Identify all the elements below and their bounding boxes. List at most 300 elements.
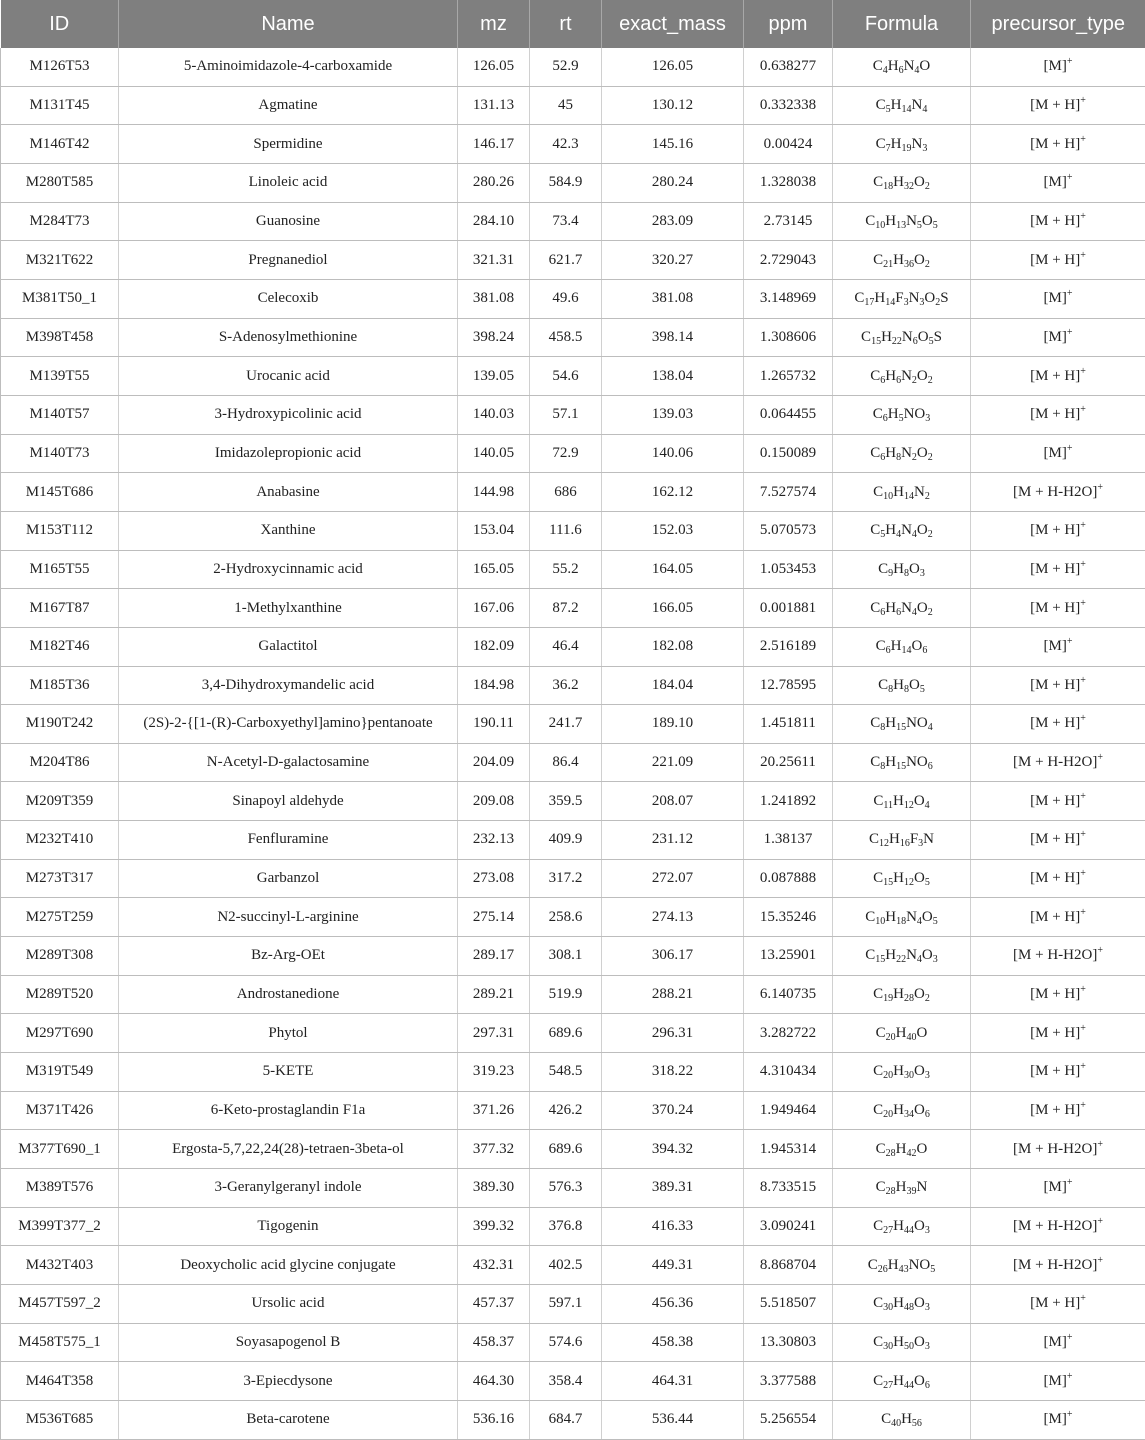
- cell-precursor-type: [M + H]+: [971, 859, 1145, 898]
- cell-mz: 209.08: [458, 782, 530, 821]
- table-row: [1, 937, 1145, 976]
- cell-name: Spermidine: [119, 125, 458, 164]
- cell-formula: $C_{27}H_{44}O_3$: [833, 1207, 971, 1246]
- cell-exact-mass: 456.36: [602, 1285, 744, 1324]
- cell-precursor-type: [M + H]+: [971, 666, 1145, 705]
- table-row: [1, 1362, 1145, 1401]
- cell-id: M457T597_2: [1, 1285, 119, 1324]
- header-ppm: ppm: [744, 0, 833, 48]
- table-row: [1, 202, 1145, 241]
- cell-formula: $C_{20}H_{34}O_6$: [833, 1091, 971, 1130]
- table-row: [1, 48, 1145, 86]
- cell-formula: $C_6H_{14}O_6$: [833, 627, 971, 666]
- cell-precursor-type: [M]+: [971, 627, 1145, 666]
- cell-ppm: 5.070573: [744, 511, 833, 550]
- cell-mz: 297.31: [458, 1014, 530, 1053]
- cell-formula: $C_{26}H_{43}NO_5$: [833, 1246, 971, 1285]
- cell-exact-mass: 166.05: [602, 589, 744, 628]
- cell-exact-mass: 283.09: [602, 202, 744, 241]
- cell-formula: $C_{10}H_{13}N_5O_5$: [833, 202, 971, 241]
- cell-exact-mass: 416.33: [602, 1207, 744, 1246]
- cell-exact-mass: 138.04: [602, 357, 744, 396]
- cell-formula: $C_{12}H_{16}F_3N$: [833, 821, 971, 860]
- cell-formula: $C_{28}H_{39}N$: [833, 1169, 971, 1208]
- cell-formula: $C_{10}H_{18}N_4O_5$: [833, 898, 971, 937]
- cell-exact-mass: 398.14: [602, 318, 744, 357]
- cell-formula: $C_8H_8O_5$: [833, 666, 971, 705]
- cell-mz: 371.26: [458, 1091, 530, 1130]
- cell-rt: 55.2: [530, 550, 602, 589]
- cell-id: M289T520: [1, 975, 119, 1014]
- cell-ppm: 1.328038: [744, 163, 833, 202]
- cell-rt: 458.5: [530, 318, 602, 357]
- cell-name: N2-succinyl-L-arginine: [119, 898, 458, 937]
- cell-formula: $C_{10}H_{14}N_2$: [833, 473, 971, 512]
- cell-exact-mass: 536.44: [602, 1400, 744, 1439]
- cell-mz: 182.09: [458, 627, 530, 666]
- cell-formula: $C_{17}H_{14}F_3N_3O_2S$: [833, 279, 971, 318]
- table-body: [1, 48, 1145, 1439]
- cell-mz: 319.23: [458, 1053, 530, 1092]
- cell-id: M371T426: [1, 1091, 119, 1130]
- cell-formula: $C_{27}H_{44}O_6$: [833, 1362, 971, 1401]
- cell-mz: 144.98: [458, 473, 530, 512]
- cell-name: Deoxycholic acid glycine conjugate: [119, 1246, 458, 1285]
- cell-exact-mass: 139.03: [602, 395, 744, 434]
- header-rt: rt: [530, 0, 602, 48]
- cell-ppm: 0.332338: [744, 86, 833, 125]
- cell-name: 5-Aminoimidazole-4-carboxamide: [119, 48, 458, 86]
- cell-mz: 377.32: [458, 1130, 530, 1169]
- cell-name: Guanosine: [119, 202, 458, 241]
- cell-ppm: 1.265732: [744, 357, 833, 396]
- cell-formula: $C_{15}H_{22}N_6O_5S$: [833, 318, 971, 357]
- table-row: [1, 1285, 1145, 1324]
- cell-precursor-type: [M + H]+: [971, 589, 1145, 628]
- cell-precursor-type: [M]+: [971, 163, 1145, 202]
- cell-ppm: 15.35246: [744, 898, 833, 937]
- cell-name: S-Adenosylmethionine: [119, 318, 458, 357]
- cell-rt: 376.8: [530, 1207, 602, 1246]
- cell-precursor-type: [M + H]+: [971, 975, 1145, 1014]
- cell-rt: 52.9: [530, 48, 602, 86]
- cell-id: M381T50_1: [1, 279, 119, 318]
- cell-mz: 457.37: [458, 1285, 530, 1324]
- cell-name: Pregnanediol: [119, 241, 458, 280]
- cell-id: M139T55: [1, 357, 119, 396]
- cell-exact-mass: 272.07: [602, 859, 744, 898]
- table-row: [1, 589, 1145, 628]
- cell-precursor-type: [M + H]+: [971, 898, 1145, 937]
- cell-mz: 399.32: [458, 1207, 530, 1246]
- cell-precursor-type: [M + H]+: [971, 241, 1145, 280]
- cell-id: M204T86: [1, 743, 119, 782]
- cell-name: Agmatine: [119, 86, 458, 125]
- header-formula: Formula: [833, 0, 971, 48]
- cell-formula: $C_8H_{15}NO_4$: [833, 705, 971, 744]
- cell-rt: 73.4: [530, 202, 602, 241]
- cell-rt: 49.6: [530, 279, 602, 318]
- cell-id: M131T45: [1, 86, 119, 125]
- cell-exact-mass: 458.38: [602, 1323, 744, 1362]
- cell-ppm: 0.150089: [744, 434, 833, 473]
- cell-id: M464T358: [1, 1362, 119, 1401]
- table-row: [1, 86, 1145, 125]
- cell-name: 1-Methylxanthine: [119, 589, 458, 628]
- cell-exact-mass: 464.31: [602, 1362, 744, 1401]
- cell-formula: $C_7H_{19}N_3$: [833, 125, 971, 164]
- cell-exact-mass: 145.16: [602, 125, 744, 164]
- table-row: [1, 782, 1145, 821]
- cell-exact-mass: 162.12: [602, 473, 744, 512]
- cell-name: Galactitol: [119, 627, 458, 666]
- cell-ppm: 0.638277: [744, 48, 833, 86]
- cell-name: 3-Geranylgeranyl indole: [119, 1169, 458, 1208]
- cell-formula: $C_{28}H_{42}O$: [833, 1130, 971, 1169]
- cell-ppm: 3.148969: [744, 279, 833, 318]
- cell-name: Linoleic acid: [119, 163, 458, 202]
- cell-mz: 140.05: [458, 434, 530, 473]
- cell-name: Fenfluramine: [119, 821, 458, 860]
- cell-exact-mass: 280.24: [602, 163, 744, 202]
- cell-formula: $C_{30}H_{48}O_3$: [833, 1285, 971, 1324]
- cell-formula: $C_{40}H_{56}$: [833, 1400, 971, 1439]
- cell-name: Androstanedione: [119, 975, 458, 1014]
- cell-rt: 45: [530, 86, 602, 125]
- table-row: [1, 1169, 1145, 1208]
- cell-mz: 146.17: [458, 125, 530, 164]
- cell-rt: 597.1: [530, 1285, 602, 1324]
- cell-mz: 275.14: [458, 898, 530, 937]
- cell-mz: 126.05: [458, 48, 530, 86]
- cell-name: Imidazolepropionic acid: [119, 434, 458, 473]
- cell-exact-mass: 296.31: [602, 1014, 744, 1053]
- table-row: [1, 859, 1145, 898]
- cell-precursor-type: [M + H]+: [971, 550, 1145, 589]
- header-name: Name: [119, 0, 458, 48]
- cell-ppm: 0.001881: [744, 589, 833, 628]
- cell-id: M140T57: [1, 395, 119, 434]
- cell-rt: 684.7: [530, 1400, 602, 1439]
- table-row: [1, 241, 1145, 280]
- table-row: [1, 1014, 1145, 1053]
- cell-ppm: 3.377588: [744, 1362, 833, 1401]
- cell-mz: 153.04: [458, 511, 530, 550]
- cell-precursor-type: [M]+: [971, 279, 1145, 318]
- table-row: [1, 395, 1145, 434]
- table-row: [1, 163, 1145, 202]
- cell-ppm: 3.282722: [744, 1014, 833, 1053]
- cell-exact-mass: 152.03: [602, 511, 744, 550]
- cell-formula: $C_{15}H_{12}O_5$: [833, 859, 971, 898]
- cell-ppm: 0.087888: [744, 859, 833, 898]
- cell-exact-mass: 389.31: [602, 1169, 744, 1208]
- cell-rt: 426.2: [530, 1091, 602, 1130]
- cell-name: Ergosta-5,7,22,24(28)-tetraen-3beta-ol: [119, 1130, 458, 1169]
- cell-ppm: 1.241892: [744, 782, 833, 821]
- cell-rt: 548.5: [530, 1053, 602, 1092]
- cell-precursor-type: [M + H]+: [971, 1053, 1145, 1092]
- cell-rt: 46.4: [530, 627, 602, 666]
- cell-precursor-type: [M]+: [971, 1362, 1145, 1401]
- cell-id: M389T576: [1, 1169, 119, 1208]
- cell-mz: 204.09: [458, 743, 530, 782]
- cell-formula: $C_4H_6N_4O$: [833, 48, 971, 86]
- header-mz: mz: [458, 0, 530, 48]
- cell-mz: 232.13: [458, 821, 530, 860]
- cell-ppm: 13.30803: [744, 1323, 833, 1362]
- cell-formula: $C_5H_4N_4O_2$: [833, 511, 971, 550]
- cell-rt: 57.1: [530, 395, 602, 434]
- cell-ppm: 1.053453: [744, 550, 833, 589]
- cell-id: M321T622: [1, 241, 119, 280]
- cell-exact-mass: 140.06: [602, 434, 744, 473]
- cell-precursor-type: [M + H]+: [971, 1014, 1145, 1053]
- cell-name: N-Acetyl-D-galactosamine: [119, 743, 458, 782]
- cell-name: 6-Keto-prostaglandin F1a: [119, 1091, 458, 1130]
- cell-exact-mass: 221.09: [602, 743, 744, 782]
- cell-rt: 308.1: [530, 937, 602, 976]
- cell-exact-mass: 381.08: [602, 279, 744, 318]
- cell-precursor-type: [M + H]+: [971, 1091, 1145, 1130]
- cell-id: M209T359: [1, 782, 119, 821]
- cell-formula: $C_{21}H_{36}O_2$: [833, 241, 971, 280]
- cell-precursor-type: [M + H]+: [971, 1285, 1145, 1324]
- cell-rt: 402.5: [530, 1246, 602, 1285]
- cell-mz: 536.16: [458, 1400, 530, 1439]
- cell-precursor-type: [M + H]+: [971, 782, 1145, 821]
- cell-precursor-type: [M + H]+: [971, 125, 1145, 164]
- cell-rt: 621.7: [530, 241, 602, 280]
- cell-exact-mass: 231.12: [602, 821, 744, 860]
- cell-id: M399T377_2: [1, 1207, 119, 1246]
- cell-id: M284T73: [1, 202, 119, 241]
- cell-rt: 86.4: [530, 743, 602, 782]
- cell-id: M273T317: [1, 859, 119, 898]
- header-precursor-type: precursor_type: [971, 0, 1145, 48]
- cell-name: Anabasine: [119, 473, 458, 512]
- cell-rt: 317.2: [530, 859, 602, 898]
- cell-name: 2-Hydroxycinnamic acid: [119, 550, 458, 589]
- cell-precursor-type: [M]+: [971, 1169, 1145, 1208]
- table-row: [1, 666, 1145, 705]
- table-row: [1, 705, 1145, 744]
- cell-exact-mass: 189.10: [602, 705, 744, 744]
- cell-precursor-type: [M]+: [971, 48, 1145, 86]
- cell-exact-mass: 126.05: [602, 48, 744, 86]
- cell-ppm: 7.527574: [744, 473, 833, 512]
- cell-ppm: 6.140735: [744, 975, 833, 1014]
- table-row: [1, 743, 1145, 782]
- table-row: [1, 550, 1145, 589]
- cell-precursor-type: [M]+: [971, 1323, 1145, 1362]
- cell-id: M140T73: [1, 434, 119, 473]
- cell-ppm: 1.38137: [744, 821, 833, 860]
- cell-name: (2S)-2-{[1-(R)-Carboxyethyl]amino}pentanoate: [119, 705, 458, 744]
- cell-mz: 131.13: [458, 86, 530, 125]
- cell-id: M398T458: [1, 318, 119, 357]
- cell-id: M165T55: [1, 550, 119, 589]
- cell-formula: $C_8H_{15}NO_6$: [833, 743, 971, 782]
- cell-precursor-type: [M + H-H2O]+: [971, 1130, 1145, 1169]
- cell-precursor-type: [M + H]+: [971, 395, 1145, 434]
- cell-exact-mass: 184.04: [602, 666, 744, 705]
- cell-ppm: 2.516189: [744, 627, 833, 666]
- cell-ppm: 13.25901: [744, 937, 833, 976]
- cell-ppm: 0.00424: [744, 125, 833, 164]
- cell-mz: 184.98: [458, 666, 530, 705]
- cell-formula: $C_{15}H_{22}N_4O_3$: [833, 937, 971, 976]
- cell-id: M319T549: [1, 1053, 119, 1092]
- cell-mz: 165.05: [458, 550, 530, 589]
- table-header: [1, 0, 1145, 48]
- cell-formula: $C_{20}H_{40}O$: [833, 1014, 971, 1053]
- cell-exact-mass: 394.32: [602, 1130, 744, 1169]
- cell-precursor-type: [M + H]+: [971, 705, 1145, 744]
- cell-precursor-type: [M + H]+: [971, 357, 1145, 396]
- cell-id: M126T53: [1, 48, 119, 86]
- cell-rt: 258.6: [530, 898, 602, 937]
- table-row: [1, 1130, 1145, 1169]
- cell-ppm: 8.868704: [744, 1246, 833, 1285]
- cell-ppm: 5.518507: [744, 1285, 833, 1324]
- cell-precursor-type: [M + H-H2O]+: [971, 743, 1145, 782]
- cell-precursor-type: [M + H]+: [971, 511, 1145, 550]
- cell-name: Ursolic acid: [119, 1285, 458, 1324]
- cell-exact-mass: 320.27: [602, 241, 744, 280]
- cell-formula: $C_{18}H_{32}O_2$: [833, 163, 971, 202]
- table-row: [1, 821, 1145, 860]
- cell-exact-mass: 274.13: [602, 898, 744, 937]
- cell-id: M167T87: [1, 589, 119, 628]
- table-row: [1, 1246, 1145, 1285]
- cell-mz: 280.26: [458, 163, 530, 202]
- cell-rt: 576.3: [530, 1169, 602, 1208]
- cell-name: Sinapoyl aldehyde: [119, 782, 458, 821]
- table-row: [1, 1053, 1145, 1092]
- cell-rt: 519.9: [530, 975, 602, 1014]
- cell-name: Xanthine: [119, 511, 458, 550]
- cell-ppm: 1.949464: [744, 1091, 833, 1130]
- table-row: [1, 318, 1145, 357]
- cell-id: M458T575_1: [1, 1323, 119, 1362]
- cell-rt: 686: [530, 473, 602, 512]
- cell-ppm: 0.064455: [744, 395, 833, 434]
- cell-mz: 289.17: [458, 937, 530, 976]
- table-row: [1, 1400, 1145, 1439]
- cell-formula: $C_{20}H_{30}O_3$: [833, 1053, 971, 1092]
- cell-formula: $C_{30}H_{50}O_3$: [833, 1323, 971, 1362]
- cell-rt: 574.6: [530, 1323, 602, 1362]
- cell-name: Urocanic acid: [119, 357, 458, 396]
- cell-id: M536T685: [1, 1400, 119, 1439]
- cell-rt: 359.5: [530, 782, 602, 821]
- cell-precursor-type: [M + H-H2O]+: [971, 1207, 1145, 1246]
- cell-mz: 398.24: [458, 318, 530, 357]
- table-row: [1, 1207, 1145, 1246]
- cell-mz: 458.37: [458, 1323, 530, 1362]
- table-row: [1, 511, 1145, 550]
- cell-exact-mass: 164.05: [602, 550, 744, 589]
- cell-id: M190T242: [1, 705, 119, 744]
- cell-id: M146T42: [1, 125, 119, 164]
- cell-mz: 284.10: [458, 202, 530, 241]
- cell-id: M185T36: [1, 666, 119, 705]
- cell-rt: 689.6: [530, 1014, 602, 1053]
- cell-exact-mass: 130.12: [602, 86, 744, 125]
- table-row: [1, 279, 1145, 318]
- cell-name: 3,4-Dihydroxymandelic acid: [119, 666, 458, 705]
- cell-ppm: 1.945314: [744, 1130, 833, 1169]
- table-row: [1, 434, 1145, 473]
- cell-mz: 140.03: [458, 395, 530, 434]
- cell-precursor-type: [M]+: [971, 1400, 1145, 1439]
- cell-name: Garbanzol: [119, 859, 458, 898]
- table-row: [1, 1323, 1145, 1362]
- cell-id: M432T403: [1, 1246, 119, 1285]
- cell-ppm: 2.73145: [744, 202, 833, 241]
- cell-formula: $C_6H_6N_2O_2$: [833, 357, 971, 396]
- cell-ppm: 1.451811: [744, 705, 833, 744]
- cell-mz: 289.21: [458, 975, 530, 1014]
- cell-rt: 241.7: [530, 705, 602, 744]
- cell-mz: 190.11: [458, 705, 530, 744]
- cell-id: M232T410: [1, 821, 119, 860]
- cell-precursor-type: [M + H]+: [971, 86, 1145, 125]
- cell-precursor-type: [M + H-H2O]+: [971, 937, 1145, 976]
- cell-ppm: 2.729043: [744, 241, 833, 280]
- cell-ppm: 5.256554: [744, 1400, 833, 1439]
- cell-id: M182T46: [1, 627, 119, 666]
- cell-mz: 273.08: [458, 859, 530, 898]
- table-row: [1, 473, 1145, 512]
- cell-formula: $C_9H_8O_3$: [833, 550, 971, 589]
- cell-precursor-type: [M]+: [971, 318, 1145, 357]
- cell-name: Phytol: [119, 1014, 458, 1053]
- cell-name: Celecoxib: [119, 279, 458, 318]
- cell-ppm: 4.310434: [744, 1053, 833, 1092]
- cell-id: M280T585: [1, 163, 119, 202]
- cell-mz: 432.31: [458, 1246, 530, 1285]
- cell-rt: 42.3: [530, 125, 602, 164]
- cell-mz: 464.30: [458, 1362, 530, 1401]
- cell-ppm: 20.25611: [744, 743, 833, 782]
- table-row: [1, 975, 1145, 1014]
- cell-mz: 381.08: [458, 279, 530, 318]
- cell-name: 3-Hydroxypicolinic acid: [119, 395, 458, 434]
- cell-formula: $C_6H_6N_4O_2$: [833, 589, 971, 628]
- cell-precursor-type: [M + H]+: [971, 202, 1145, 241]
- cell-exact-mass: 449.31: [602, 1246, 744, 1285]
- cell-exact-mass: 318.22: [602, 1053, 744, 1092]
- cell-rt: 87.2: [530, 589, 602, 628]
- cell-name: Beta-carotene: [119, 1400, 458, 1439]
- cell-id: M289T308: [1, 937, 119, 976]
- cell-exact-mass: 182.08: [602, 627, 744, 666]
- cell-exact-mass: 288.21: [602, 975, 744, 1014]
- cell-rt: 54.6: [530, 357, 602, 396]
- cell-id: M153T112: [1, 511, 119, 550]
- cell-exact-mass: 208.07: [602, 782, 744, 821]
- cell-name: Tigogenin: [119, 1207, 458, 1246]
- header-exact-mass: exact_mass: [602, 0, 744, 48]
- cell-precursor-type: [M + H-H2O]+: [971, 1246, 1145, 1285]
- cell-formula: $C_{11}H_{12}O_4$: [833, 782, 971, 821]
- cell-id: M297T690: [1, 1014, 119, 1053]
- cell-name: Bz-Arg-OEt: [119, 937, 458, 976]
- cell-mz: 321.31: [458, 241, 530, 280]
- table-row: [1, 357, 1145, 396]
